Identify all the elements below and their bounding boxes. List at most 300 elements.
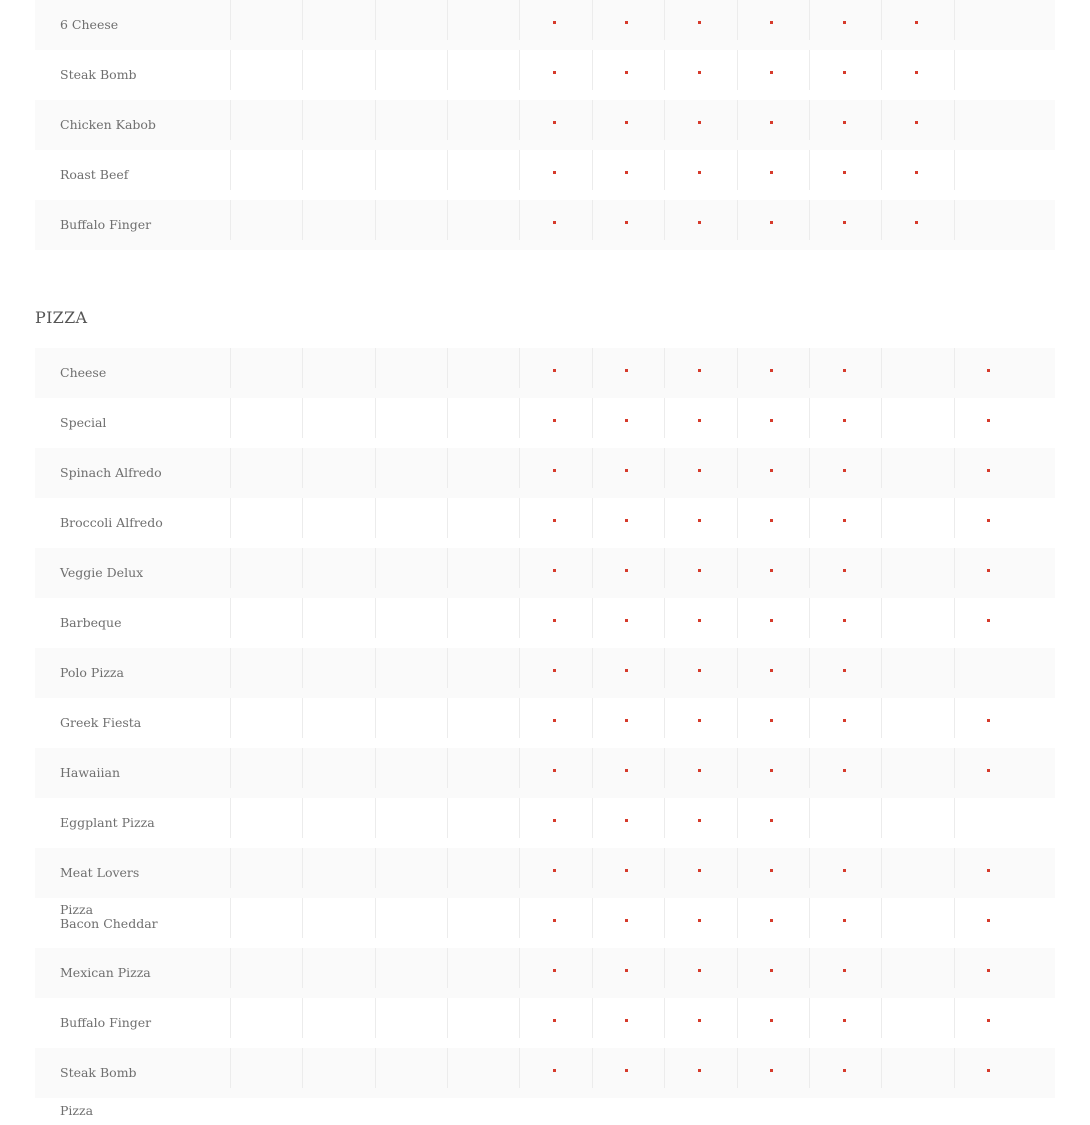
availability-dot bbox=[843, 569, 846, 572]
table-cell bbox=[230, 598, 303, 638]
table-cell bbox=[302, 200, 376, 240]
table-cell bbox=[954, 150, 1056, 190]
table-cell bbox=[664, 50, 738, 90]
table-cell bbox=[302, 748, 376, 788]
table-cell bbox=[809, 498, 882, 538]
table-row bbox=[35, 348, 1055, 398]
table-cell bbox=[954, 698, 1056, 738]
item-name-line: Spinach Alfredo bbox=[60, 465, 162, 480]
availability-dot bbox=[843, 669, 846, 672]
table-cell bbox=[519, 1048, 593, 1088]
table-cell bbox=[230, 150, 303, 190]
availability-dot bbox=[770, 419, 773, 422]
table-cell bbox=[519, 598, 593, 638]
table-cell bbox=[737, 848, 810, 888]
availability-dot bbox=[843, 769, 846, 772]
table-cell bbox=[447, 498, 520, 538]
availability-dot bbox=[625, 969, 628, 972]
table-cell bbox=[881, 698, 955, 738]
table-cell bbox=[302, 848, 376, 888]
availability-dot bbox=[553, 1069, 556, 1072]
table-cell bbox=[230, 998, 303, 1038]
table-row bbox=[35, 200, 1055, 250]
table-cell bbox=[592, 50, 665, 90]
table-cell bbox=[447, 698, 520, 738]
availability-dot bbox=[915, 171, 918, 174]
availability-dot bbox=[553, 669, 556, 672]
table-cell bbox=[375, 798, 448, 838]
availability-dot bbox=[625, 519, 628, 522]
table-cell bbox=[230, 398, 303, 438]
availability-dot bbox=[987, 969, 990, 972]
table-cell bbox=[809, 998, 882, 1038]
item-name bbox=[60, 898, 230, 948]
table-cell bbox=[519, 50, 593, 90]
availability-dot bbox=[698, 569, 701, 572]
table-cell bbox=[592, 748, 665, 788]
table-cell bbox=[954, 448, 1056, 488]
table-cell bbox=[447, 150, 520, 190]
table-row bbox=[35, 50, 1055, 100]
table-cell bbox=[592, 100, 665, 140]
availability-dot bbox=[843, 1019, 846, 1022]
table-cell bbox=[447, 548, 520, 588]
table-cell bbox=[447, 948, 520, 988]
table-cell bbox=[375, 100, 448, 140]
table-cell bbox=[592, 798, 665, 838]
availability-dot bbox=[625, 819, 628, 822]
table-cell bbox=[881, 798, 955, 838]
table-cell bbox=[664, 348, 738, 388]
table-cell bbox=[737, 998, 810, 1038]
table-cell bbox=[954, 100, 1056, 140]
table-cell bbox=[447, 898, 520, 938]
table-row bbox=[35, 100, 1055, 150]
table-cell bbox=[809, 748, 882, 788]
table-cell bbox=[954, 200, 1056, 240]
table-cell bbox=[664, 0, 738, 40]
table-cell bbox=[664, 498, 738, 538]
availability-dot bbox=[553, 869, 556, 872]
table-cell bbox=[881, 0, 955, 40]
availability-dot bbox=[553, 919, 556, 922]
item-name-line: Special bbox=[60, 415, 107, 430]
item-name-line: Eggplant Pizza bbox=[60, 815, 155, 830]
table-cell bbox=[809, 448, 882, 488]
table-cell bbox=[881, 998, 955, 1038]
table-cell bbox=[592, 548, 665, 588]
availability-dot bbox=[698, 1069, 701, 1072]
table-cell bbox=[592, 150, 665, 190]
availability-dot bbox=[625, 869, 628, 872]
table-cell bbox=[954, 598, 1056, 638]
availability-dot bbox=[625, 919, 628, 922]
item-name bbox=[60, 448, 230, 498]
table-cell bbox=[375, 348, 448, 388]
availability-dot bbox=[553, 419, 556, 422]
table-cell bbox=[809, 200, 882, 240]
table-cell bbox=[881, 898, 955, 938]
table-cell bbox=[664, 100, 738, 140]
table-cell bbox=[302, 798, 376, 838]
table-cell bbox=[809, 648, 882, 688]
item-name bbox=[60, 498, 230, 548]
availability-dot bbox=[987, 419, 990, 422]
table-cell bbox=[519, 648, 593, 688]
item-name bbox=[60, 50, 230, 100]
table-cell bbox=[447, 598, 520, 638]
availability-dot bbox=[987, 769, 990, 772]
availability-dot bbox=[625, 1019, 628, 1022]
availability-dot bbox=[915, 21, 918, 24]
availability-dot bbox=[843, 1069, 846, 1072]
table-row bbox=[35, 1048, 1055, 1098]
availability-dot bbox=[553, 171, 556, 174]
table-cell bbox=[881, 848, 955, 888]
table-cell bbox=[737, 798, 810, 838]
item-name bbox=[60, 998, 230, 1048]
availability-dot bbox=[553, 969, 556, 972]
availability-dot bbox=[770, 819, 773, 822]
table-cell bbox=[881, 100, 955, 140]
table-cell bbox=[230, 200, 303, 240]
availability-dot bbox=[625, 369, 628, 372]
table-cell bbox=[954, 50, 1056, 90]
table-cell bbox=[519, 398, 593, 438]
availability-dot bbox=[770, 71, 773, 74]
table-cell bbox=[302, 348, 376, 388]
table-row bbox=[35, 748, 1055, 798]
table-cell bbox=[737, 448, 810, 488]
item-name bbox=[60, 100, 230, 150]
table-row bbox=[35, 498, 1055, 548]
table-cell bbox=[881, 498, 955, 538]
table-row bbox=[35, 398, 1055, 448]
table-cell bbox=[737, 50, 810, 90]
table-cell bbox=[519, 998, 593, 1038]
table-cell bbox=[664, 848, 738, 888]
availability-dot bbox=[843, 21, 846, 24]
table-cell bbox=[737, 598, 810, 638]
availability-dot bbox=[987, 569, 990, 572]
table-cell bbox=[230, 100, 303, 140]
table-cell bbox=[664, 398, 738, 438]
table-cell bbox=[737, 398, 810, 438]
availability-dot bbox=[770, 519, 773, 522]
table-cell bbox=[375, 150, 448, 190]
table-cell bbox=[809, 1048, 882, 1088]
table-cell bbox=[447, 848, 520, 888]
availability-dot bbox=[770, 1019, 773, 1022]
table-cell bbox=[881, 398, 955, 438]
table-cell bbox=[592, 348, 665, 388]
availability-dot bbox=[770, 869, 773, 872]
availability-dot bbox=[625, 21, 628, 24]
table-cell bbox=[519, 898, 593, 938]
table-cell bbox=[954, 898, 1056, 938]
availability-dot bbox=[698, 669, 701, 672]
availability-dot bbox=[915, 221, 918, 224]
table-cell bbox=[592, 648, 665, 688]
table-cell bbox=[737, 0, 810, 40]
table-cell bbox=[737, 748, 810, 788]
availability-dot bbox=[770, 769, 773, 772]
table-row bbox=[35, 648, 1055, 698]
availability-dot bbox=[625, 171, 628, 174]
table-cell bbox=[592, 898, 665, 938]
availability-dot bbox=[625, 419, 628, 422]
table-cell bbox=[809, 0, 882, 40]
availability-dot bbox=[843, 221, 846, 224]
table-cell bbox=[809, 948, 882, 988]
availability-dot bbox=[698, 769, 701, 772]
table-cell bbox=[954, 798, 1056, 838]
availability-dot bbox=[553, 469, 556, 472]
table-cell bbox=[954, 398, 1056, 438]
availability-dot bbox=[698, 869, 701, 872]
table-cell bbox=[447, 798, 520, 838]
item-name bbox=[60, 598, 230, 648]
table-cell bbox=[664, 598, 738, 638]
table-cell bbox=[954, 498, 1056, 538]
table-cell bbox=[447, 1048, 520, 1088]
table-cell bbox=[230, 798, 303, 838]
item-name bbox=[60, 798, 230, 848]
item-name-line: Mexican Pizza bbox=[60, 965, 151, 980]
availability-dot bbox=[915, 121, 918, 124]
table-cell bbox=[737, 498, 810, 538]
availability-dot bbox=[698, 71, 701, 74]
item-name-line: Cheese bbox=[60, 365, 107, 380]
table-cell bbox=[230, 898, 303, 938]
table-cell bbox=[447, 648, 520, 688]
item-name bbox=[60, 548, 230, 598]
availability-dot bbox=[625, 569, 628, 572]
item-name-line: 6 Cheese bbox=[60, 17, 119, 32]
table-cell bbox=[375, 1048, 448, 1088]
availability-dot bbox=[698, 419, 701, 422]
availability-dot bbox=[843, 121, 846, 124]
availability-dot bbox=[625, 71, 628, 74]
table-cell bbox=[664, 150, 738, 190]
table-cell bbox=[881, 548, 955, 588]
table-cell bbox=[881, 448, 955, 488]
table-cell bbox=[737, 648, 810, 688]
table-cell bbox=[302, 100, 376, 140]
availability-dot bbox=[553, 221, 556, 224]
table-cell bbox=[519, 100, 593, 140]
table-row bbox=[35, 598, 1055, 648]
table-cell bbox=[664, 798, 738, 838]
availability-dot bbox=[987, 869, 990, 872]
table-cell bbox=[519, 150, 593, 190]
table-cell bbox=[302, 50, 376, 90]
availability-dot bbox=[553, 71, 556, 74]
availability-dot bbox=[843, 869, 846, 872]
availability-dot bbox=[770, 469, 773, 472]
table-cell bbox=[447, 348, 520, 388]
table-cell bbox=[230, 1048, 303, 1088]
item-name-line: Pizza bbox=[60, 902, 94, 917]
table-cell bbox=[592, 998, 665, 1038]
item-name-line: Chicken Kabob bbox=[60, 117, 156, 132]
availability-dot bbox=[625, 769, 628, 772]
table-cell bbox=[230, 0, 303, 40]
table-cell bbox=[809, 398, 882, 438]
item-name-line: Bacon Cheddar bbox=[60, 916, 158, 931]
table-cell bbox=[954, 548, 1056, 588]
table-cell bbox=[302, 998, 376, 1038]
table-cell bbox=[519, 448, 593, 488]
item-name-line: Roast Beef bbox=[60, 167, 129, 182]
item-name-line: Steak Bomb bbox=[60, 67, 137, 82]
table-cell bbox=[375, 398, 448, 438]
table-cell bbox=[447, 200, 520, 240]
table-cell bbox=[664, 648, 738, 688]
availability-dot bbox=[843, 469, 846, 472]
table-cell bbox=[302, 598, 376, 638]
table-cell bbox=[592, 398, 665, 438]
availability-dot bbox=[987, 719, 990, 722]
table-cell bbox=[664, 948, 738, 988]
table-cell bbox=[809, 698, 882, 738]
table-cell bbox=[881, 948, 955, 988]
item-name-line: Steak Bomb bbox=[60, 1065, 137, 1080]
availability-dot bbox=[987, 619, 990, 622]
table-cell bbox=[881, 348, 955, 388]
table-cell bbox=[809, 848, 882, 888]
availability-dot bbox=[698, 469, 701, 472]
table-cell bbox=[375, 748, 448, 788]
table-cell bbox=[881, 648, 955, 688]
availability-dot bbox=[553, 769, 556, 772]
table-cell bbox=[809, 598, 882, 638]
table-cell bbox=[737, 200, 810, 240]
table-cell bbox=[592, 1048, 665, 1088]
table-cell bbox=[592, 698, 665, 738]
table-cell bbox=[954, 1048, 1056, 1088]
table-cell bbox=[737, 948, 810, 988]
table-cell bbox=[375, 848, 448, 888]
table-cell bbox=[664, 548, 738, 588]
table-cell bbox=[230, 648, 303, 688]
item-name-line: Veggie Delux bbox=[60, 565, 144, 580]
table-cell bbox=[302, 948, 376, 988]
availability-dot bbox=[987, 919, 990, 922]
table-cell bbox=[375, 698, 448, 738]
availability-dot bbox=[843, 369, 846, 372]
table-cell bbox=[375, 898, 448, 938]
availability-dot bbox=[843, 519, 846, 522]
table-cell bbox=[737, 100, 810, 140]
availability-dot bbox=[698, 719, 701, 722]
table-cell bbox=[230, 448, 303, 488]
availability-dot bbox=[625, 669, 628, 672]
table-cell bbox=[375, 998, 448, 1038]
table-cell bbox=[881, 748, 955, 788]
item-name-line: Polo Pizza bbox=[60, 665, 124, 680]
table-cell bbox=[519, 748, 593, 788]
table-cell bbox=[375, 0, 448, 40]
availability-dot bbox=[987, 519, 990, 522]
availability-dot bbox=[553, 519, 556, 522]
availability-dot bbox=[770, 171, 773, 174]
table-cell bbox=[230, 348, 303, 388]
table-cell bbox=[519, 798, 593, 838]
availability-dot bbox=[987, 469, 990, 472]
availability-dot bbox=[698, 519, 701, 522]
table-cell bbox=[737, 548, 810, 588]
availability-dot bbox=[698, 619, 701, 622]
table-cell bbox=[302, 398, 376, 438]
table-cell bbox=[664, 898, 738, 938]
table-cell bbox=[230, 698, 303, 738]
availability-dot bbox=[770, 1069, 773, 1072]
table-cell bbox=[519, 200, 593, 240]
table-cell bbox=[302, 548, 376, 588]
item-name-line: Broccoli Alfredo bbox=[60, 515, 163, 530]
table-cell bbox=[447, 100, 520, 140]
table-cell bbox=[302, 648, 376, 688]
table-cell bbox=[375, 50, 448, 90]
availability-dot bbox=[915, 71, 918, 74]
table-cell bbox=[881, 150, 955, 190]
item-name bbox=[60, 648, 230, 698]
availability-dot bbox=[843, 171, 846, 174]
table-cell bbox=[954, 998, 1056, 1038]
availability-dot bbox=[843, 919, 846, 922]
table-cell bbox=[737, 698, 810, 738]
item-name bbox=[60, 1048, 230, 1098]
table-cell bbox=[375, 598, 448, 638]
table-cell bbox=[447, 448, 520, 488]
availability-dot bbox=[553, 619, 556, 622]
table-row bbox=[35, 798, 1055, 848]
table-cell bbox=[302, 448, 376, 488]
table-cell bbox=[230, 948, 303, 988]
table-cell bbox=[375, 548, 448, 588]
item-name-line: Buffalo Finger bbox=[60, 217, 152, 232]
table-cell bbox=[375, 498, 448, 538]
table-cell bbox=[809, 50, 882, 90]
table-cell bbox=[881, 200, 955, 240]
table-cell bbox=[809, 348, 882, 388]
table-cell bbox=[954, 0, 1056, 40]
table-cell bbox=[664, 998, 738, 1038]
table-cell bbox=[809, 150, 882, 190]
availability-dot bbox=[987, 1019, 990, 1022]
availability-dot bbox=[843, 71, 846, 74]
table-cell bbox=[954, 648, 1056, 688]
availability-dot bbox=[698, 171, 701, 174]
availability-dot bbox=[843, 719, 846, 722]
item-name-line: Hawaiian bbox=[60, 765, 121, 780]
table-cell bbox=[664, 748, 738, 788]
table-cell bbox=[230, 548, 303, 588]
item-name bbox=[60, 348, 230, 398]
item-name bbox=[60, 698, 230, 748]
table-cell bbox=[809, 898, 882, 938]
availability-dot bbox=[770, 21, 773, 24]
table-row bbox=[35, 448, 1055, 498]
item-name bbox=[60, 848, 230, 898]
availability-dot bbox=[843, 419, 846, 422]
table-cell bbox=[519, 0, 593, 40]
table-cell bbox=[664, 448, 738, 488]
table-cell bbox=[230, 498, 303, 538]
table-cell bbox=[954, 748, 1056, 788]
item-name bbox=[60, 0, 230, 50]
